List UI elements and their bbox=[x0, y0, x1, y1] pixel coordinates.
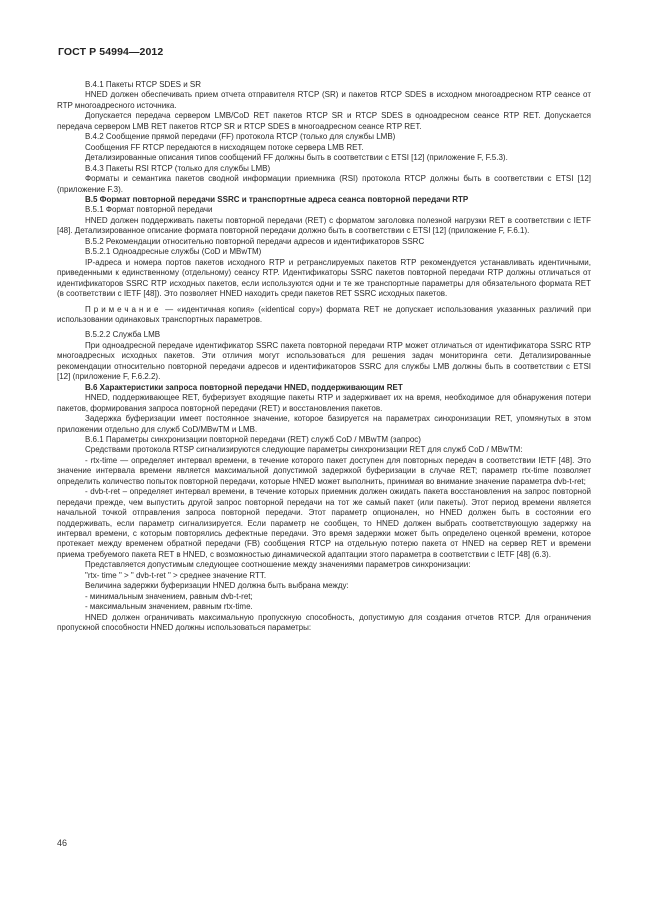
paragraph: Величина задержки буферизации HNED должна быть выбрана между: bbox=[85, 581, 349, 591]
heading-b51: В.5.1 Формат повторной передачи bbox=[85, 205, 213, 215]
page-number: 46 bbox=[57, 838, 68, 848]
paragraph: Представляется допустимым следующее соотношение между значениями параметров синхронизации: bbox=[85, 560, 471, 570]
document-body bbox=[57, 80, 591, 634]
formula-line: "rtx- time " > " dvb-t-ret " > среднее значение RTT. bbox=[85, 570, 267, 580]
note bbox=[57, 305, 591, 326]
note-label: Примечание bbox=[85, 304, 162, 314]
paragraph: Сообщения FF RTCP передаются в нисходящем потоке сервера LMB RET. bbox=[85, 142, 364, 152]
paragraph: HNED должен ограничивать максимальную пропускную способность, допустимую для создания отчетов RTCP. Для ограничения пропускной способности HNED должны использоваться параметры: bbox=[57, 612, 591, 633]
paragraph: Средствами протокола RTSP сигнализируются следующие параметры синхронизации RET для служб CoD / MBwTM: bbox=[85, 445, 523, 455]
paragraph: При одноадресной передаче идентификатор SSRC пакета повторной передачи RTP может отличаться от идентификатора SSRC RTP многоадресных исходных пакетов. Эти отличия могут использоваться для решения задач мониторинга сети. Детализированные рекомендации относительно повторной передачи адресов и идентификаторов SSRC для службы LMB должны быть в соответствии с ETSI [12] (приложение F, F.6.2.2). bbox=[57, 340, 591, 382]
paragraph: HNED должен поддерживать пакеты повторной передачи (RET) с форматом заголовка полезной нагрузки RET в соответствии с IETF [48]. Детализированное описание формата повторной передачи должно быть в соответствии с ETSI [12] (приложение F, F.6.1). bbox=[57, 215, 591, 236]
section-heading-b6: В.6 Характеристики запроса повторной передачи HNED, поддерживающим RET bbox=[85, 382, 403, 392]
paragraph: Допускается передача сервером LMB/CoD RET пакетов RTCP SR и RTCP SDES в одноадресном сеансе RTP RET. Допускается передача сервером LMB RET пакетов RTCP SR и RTCP SDES в многоадресном сеансе RTP RET. bbox=[57, 111, 591, 131]
list-item: - rtx-time — определяет интервал времени, в течение которого пакет доступен для повторных передач в соответствии IETF [48]. Это значение интервала времени является максимальной допустимой задержкой буферизации в случае RET; параметр rtx-time позволяет определить количество попыток повторной передачи, которые HNED может выполнить, принимая во внимание значение параметра dvb-t-ret; bbox=[57, 455, 591, 486]
paragraph: Форматы и семантика пакетов сводной информации приемника (RSI) протокола RTCP должны быть в соответствии с ETSI [12] (приложение F.3). bbox=[57, 174, 591, 194]
heading-b42: В.4.2 Сообщение прямой передачи (FF) протокола RTCP (только для службы LMB) bbox=[85, 132, 396, 142]
paragraph: HNED, поддерживающее RET, буферизует входящие пакеты RTP и задерживает их на время, необходимое для обнаружения потери пакетов, формирования запроса повторной передачи (RET) и восстановления пакетов. bbox=[57, 393, 591, 413]
list-item: - максимальным значением, равным rtx-time. bbox=[85, 602, 253, 612]
paragraph: Задержка буферизации имеет постоянное значение, которое базируется на параметрах синхронизации RET, упомянутых в этом приложении отдельно для служб CoD/MBwTM и LMB. bbox=[57, 414, 591, 434]
paragraph: IP-адреса и номера портов пакетов исходного RTP и ретранслируемых пакетов RTP рекомендуется устанавливать идентичными, приведенными к единственному (отдельному) сеансу RTP. Идентификаторы SSRC пакетов повторной передачи RTP должны отличаться от идентификаторов SSRC RTP исходных пакетов, если используются одни и те же транспортные параметры для обязательного формата RET (в соответствии с IETF [48]). Это позволяет HNED находить среди пакетов RET SSRC исходных пакетов. bbox=[57, 257, 591, 299]
heading-b43: В.4.3 Пакеты RSI RTCP (только для службы LMB) bbox=[85, 163, 271, 173]
list-item: - минимальным значением, равным dvb-t-ret; bbox=[85, 591, 253, 601]
paragraph: HNED должен обеспечивать прием отчета отправителя RTCP (SR) и пакетов RTCP SDES в исходном многоадресном RTP сеансе от RTP многоадресного источника. bbox=[57, 90, 591, 110]
note-text: — «идентичная копия» («identical copy») формата RET не допускает использования указанных различий при использовании одинаковых транспортных параметров. bbox=[57, 304, 591, 324]
list-item: - dvb-t-ret – определяет интервал времени, в течение которых приемник должен ожидать пакета восстановления на запрос повторной передачи прежде, чем выпустить другой запрос повторной передачи на тот же самый пакет (или пакеты). Этот период времени является начальной точкой отправления запроса повторной передачи. Этот параметр опционален, но HNED должен быть в состоянии его поддерживать, если параметр сигнализируется. Если параметр не сообщен, то HNED должен выбрать соответствующую задержку на интервал времени, с которым повторялись дефектные передачи. Это время задержки может быть определено оценкой времени, которое протекает между временем обратной передачи (FB) сообщения RTCP на отдельную потерю пакета от HNED на сервер RET и времени приема требуемого пакета RET в HNED, с возможностью динамической адаптации этого параметра в соответствии с IETF [48] (6.3). bbox=[57, 487, 591, 559]
heading-b41: В.4.1 Пакеты RTCP SDES и SR bbox=[85, 80, 202, 89]
paragraph: Детализированные описания типов сообщений FF должны быть в соответствии с ETSI [12] (приложение F, F.5.3). bbox=[85, 153, 508, 163]
heading-b522: В.5.2.2 Служба LMB bbox=[85, 330, 161, 340]
document-header: ГОСТ Р 54994—2012 bbox=[58, 46, 164, 58]
heading-b521: В.5.2.1 Одноадресные службы (CoD и MBwTM) bbox=[85, 247, 262, 257]
section-heading-b5: В.5 Формат повторной передачи SSRC и транспортные адреса сеанса повторной передачи RTP bbox=[85, 194, 469, 204]
heading-b52: В.5.2 Рекомендации относительно повторной передачи адресов и идентификаторов SSRC bbox=[85, 236, 425, 246]
heading-b61: В.6.1 Параметры синхронизации повторной передачи (RET) служб CoD / MBwTM (запрос) bbox=[85, 434, 421, 444]
